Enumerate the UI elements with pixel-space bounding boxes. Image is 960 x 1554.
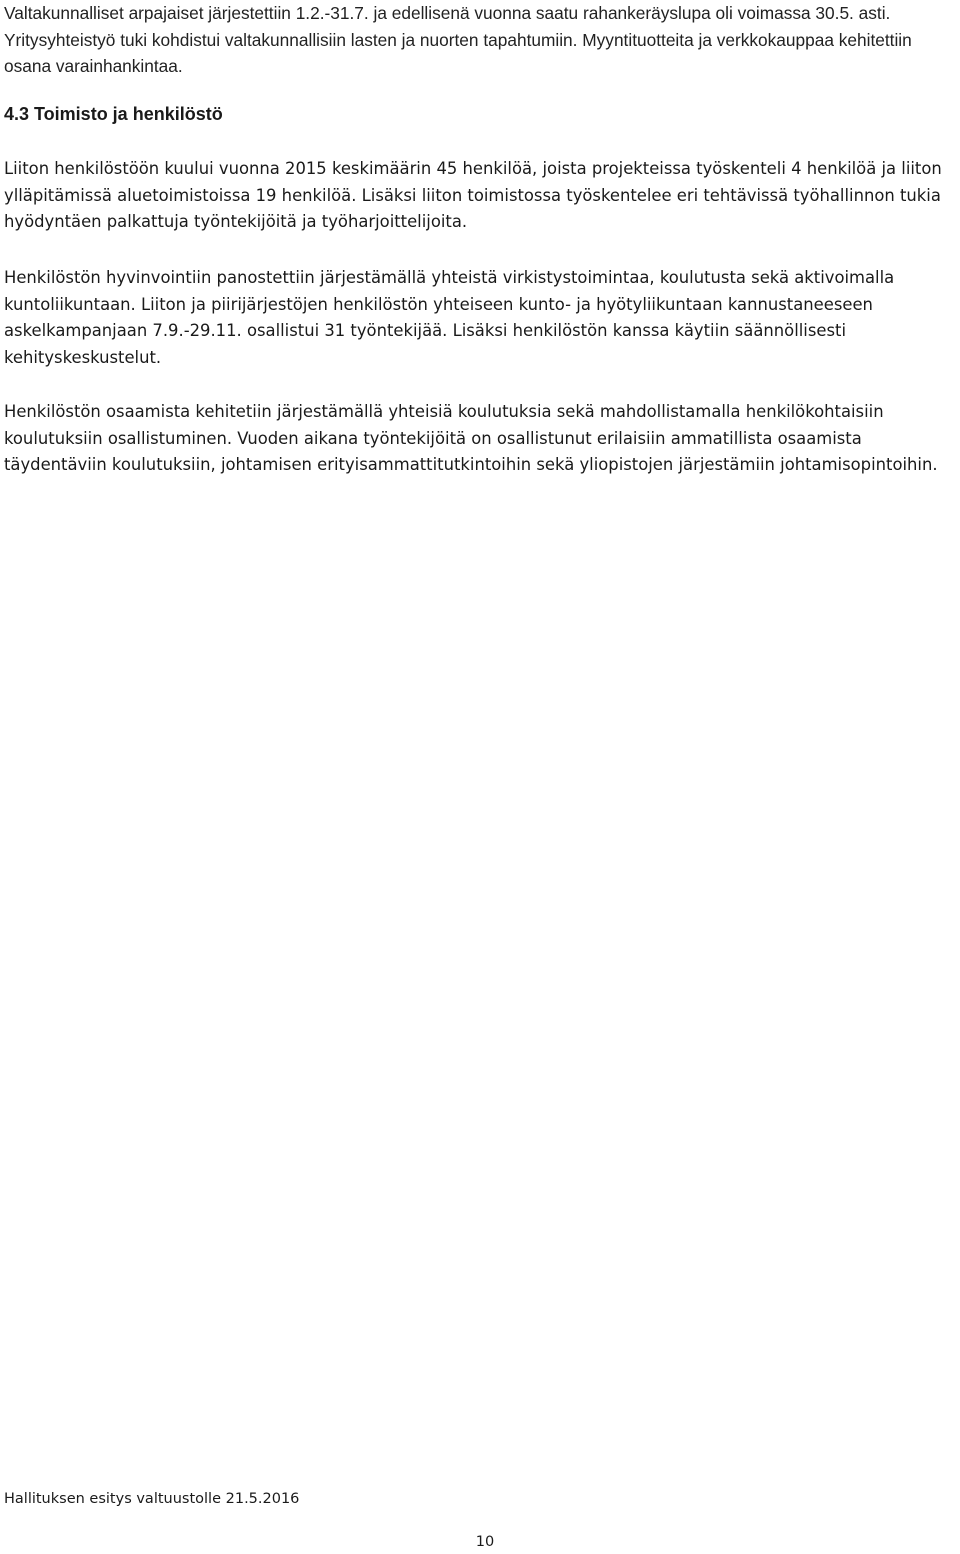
page-number: 10 bbox=[475, 1534, 495, 1550]
section-heading: 4.3 Toimisto ja henkilöstö bbox=[4, 104, 223, 124]
intro-paragraph: Valtakunnalliset arpajaiset järjestettiin 1.2.-31.7. ja edellisenä vuonna saatu rahankeräyslupa oli voimassa 30.5. asti. Yritysyhteistyö tuki kohdistui valtakunnallisiin lasten ja nuorten tapahtumiin. Myyntituotteita ja verkkokauppaa kehitettiin osana varainhankintaa. bbox=[4, 3, 912, 76]
footer-document-label: Hallituksen esitys valtuustolle 21.5.2016 bbox=[4, 1491, 300, 1507]
paragraph-wellbeing: Henkilöstön hyvinvointiin panostettiin järjestämällä yhteistä virkistystoimintaa, koulutusta sekä aktivoimalla kuntoliikuntaan. Liiton ja piirijärjestöjen henkilöstön yhteiseen kunto- ja hyötyliikuntaan kannustaneeseen askelkampanjaan 7.9.-29.11. osallistui 31 työntekijää. Lisäksi henkilöstön kanssa käytiin säännöllisesti kehityskeskustelut. bbox=[4, 268, 895, 368]
paragraph-staff-count: Liiton henkilöstöön kuului vuonna 2015 keskimäärin 45 henkilöä, joista projekteissa työskenteli 4 henkilöä ja liiton ylläpitämissä aluetoimistoissa 19 henkilöä. Lisäksi liiton toimistossa työskentelee eri tehtävissä työhallinnon tukia hyödyntäen palkattuja työntekijöitä ja työharjoittelijoita. bbox=[4, 159, 942, 232]
paragraph-training: Henkilöstön osaamista kehitetiin järjestämällä yhteisiä koulutuksia sekä mahdollistamalla henkilökohtaisiin koulutuksiin osallistuminen. Vuoden aikana työntekijöitä on osallistunut erilaisiin ammatillista osaamista täydentäviin koulutuksiin, johtamisen erityisammattitutkintoihin sekä yliopistojen järjestämiin johtamisopintoihin. bbox=[4, 402, 938, 475]
